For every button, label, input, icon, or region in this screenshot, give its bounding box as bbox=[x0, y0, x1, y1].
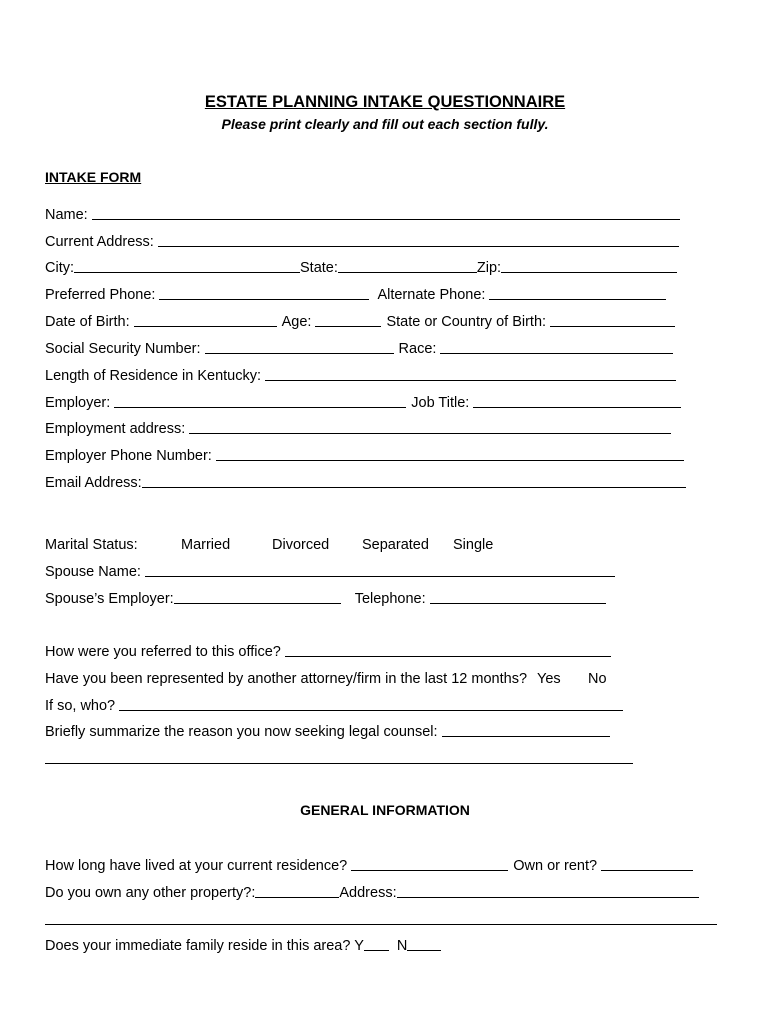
general-information-heading: GENERAL INFORMATION bbox=[300, 802, 470, 818]
dob-label: Date of Birth: bbox=[45, 314, 130, 330]
zip-label: Zip: bbox=[476, 260, 502, 276]
residence-length-row bbox=[45, 364, 676, 384]
family-reside-label: Does your immediate family reside in this area? Y bbox=[45, 938, 364, 954]
employer-phone-field[interactable] bbox=[216, 447, 684, 461]
alternate-phone-label: Alternate Phone: bbox=[377, 287, 486, 303]
residence-length-field[interactable] bbox=[265, 367, 676, 381]
ssn-race-row bbox=[45, 337, 673, 357]
birthplace-label: State or Country of Birth: bbox=[386, 314, 547, 330]
property-address-label: Address: bbox=[339, 885, 397, 901]
marital-status-label: Marital Status: bbox=[45, 537, 138, 553]
intake-form-heading: INTAKE FORM bbox=[45, 169, 142, 185]
email-label: Email Address: bbox=[45, 475, 142, 491]
form-title: ESTATE PLANNING INTAKE QUESTIONNAIRE bbox=[204, 93, 566, 111]
spouse-telephone-field[interactable] bbox=[430, 590, 606, 604]
job-title-label: Job Title: bbox=[411, 395, 470, 411]
spouse-name-label: Spouse Name: bbox=[45, 564, 141, 580]
if-so-who-field[interactable] bbox=[119, 697, 623, 711]
age-label: Age: bbox=[281, 314, 312, 330]
property-address-field[interactable] bbox=[397, 884, 699, 898]
spouse-employer-field[interactable] bbox=[174, 590, 341, 604]
dob-field[interactable] bbox=[134, 313, 277, 327]
ssn-field[interactable] bbox=[205, 340, 394, 354]
if-so-who-row bbox=[45, 694, 623, 714]
own-rent-field[interactable] bbox=[601, 857, 693, 871]
birth-row bbox=[45, 310, 675, 330]
employment-address-field[interactable] bbox=[189, 420, 671, 434]
marital-status-row bbox=[45, 533, 493, 553]
form-subtitle: Please print clearly and fill out each section fully. bbox=[221, 116, 549, 132]
other-property-field[interactable] bbox=[255, 884, 339, 898]
employer-phone-row bbox=[45, 444, 684, 464]
if-so-who-label: If so, who? bbox=[45, 698, 116, 714]
residence-duration-label: How long have lived at your current residence? bbox=[45, 858, 348, 874]
city-state-zip-row bbox=[45, 256, 677, 276]
represented-no-option[interactable]: No bbox=[588, 671, 607, 687]
marital-option-single[interactable]: Single bbox=[453, 537, 494, 553]
employment-address-label: Employment address: bbox=[45, 421, 186, 437]
spouse-employer-row bbox=[45, 587, 606, 607]
current-address-label: Current Address: bbox=[45, 234, 154, 250]
employer-field[interactable] bbox=[114, 394, 406, 408]
employer-row bbox=[45, 391, 681, 411]
summary-label: Briefly summarize the reason you now seeking legal counsel: bbox=[45, 724, 438, 740]
marital-option-divorced[interactable]: Divorced bbox=[272, 537, 330, 553]
spouse-name-field[interactable] bbox=[145, 563, 615, 577]
email-field[interactable] bbox=[142, 474, 686, 488]
name-field[interactable] bbox=[92, 206, 680, 220]
family-yes-field[interactable] bbox=[364, 937, 389, 951]
race-label: Race: bbox=[398, 341, 437, 357]
current-address-field[interactable] bbox=[158, 233, 679, 247]
property-continuation-line[interactable] bbox=[45, 924, 717, 925]
spouse-name-row bbox=[45, 560, 615, 580]
represented-yes-option[interactable]: Yes bbox=[537, 671, 561, 687]
summary-row bbox=[45, 720, 610, 740]
represented-label: Have you been represented by another attorney/firm in the last 12 months? bbox=[45, 671, 528, 687]
family-no-label: N bbox=[396, 938, 408, 954]
preferred-phone-field[interactable] bbox=[159, 286, 369, 300]
job-title-field[interactable] bbox=[473, 394, 681, 408]
family-reside-row bbox=[45, 934, 441, 954]
summary-field[interactable] bbox=[442, 723, 610, 737]
zip-field[interactable] bbox=[501, 259, 677, 273]
employer-label: Employer: bbox=[45, 395, 111, 411]
email-row bbox=[45, 471, 686, 491]
summary-continuation-line[interactable] bbox=[45, 763, 633, 764]
represented-row bbox=[45, 667, 607, 687]
referral-label: How were you referred to this office? bbox=[45, 644, 281, 660]
state-field[interactable] bbox=[338, 259, 477, 273]
employment-address-row bbox=[45, 417, 671, 437]
residence-length-label: Length of Residence in Kentucky: bbox=[45, 368, 262, 384]
spouse-employer-label: Spouse’s Employer: bbox=[45, 591, 174, 607]
employer-phone-label: Employer Phone Number: bbox=[45, 448, 212, 464]
preferred-phone-label: Preferred Phone: bbox=[45, 287, 156, 303]
spouse-telephone-label: Telephone: bbox=[354, 591, 426, 607]
family-no-field[interactable] bbox=[407, 937, 441, 951]
ssn-label: Social Security Number: bbox=[45, 341, 201, 357]
other-property-row bbox=[45, 881, 699, 901]
residence-duration-field[interactable] bbox=[351, 857, 508, 871]
referral-field[interactable] bbox=[285, 643, 611, 657]
name-row bbox=[45, 203, 680, 223]
birthplace-field[interactable] bbox=[550, 313, 675, 327]
name-label: Name: bbox=[45, 207, 88, 223]
alternate-phone-field[interactable] bbox=[489, 286, 666, 300]
residence-duration-row bbox=[45, 854, 693, 874]
current-address-row bbox=[45, 230, 679, 250]
marital-option-separated[interactable]: Separated bbox=[362, 537, 429, 553]
marital-option-married[interactable]: Married bbox=[181, 537, 231, 553]
city-field[interactable] bbox=[74, 259, 300, 273]
city-label: City: bbox=[45, 260, 74, 276]
referral-row bbox=[45, 640, 611, 660]
state-label: State: bbox=[300, 260, 338, 276]
other-property-label: Do you own any other property?: bbox=[45, 885, 256, 901]
age-field[interactable] bbox=[315, 313, 381, 327]
race-field[interactable] bbox=[440, 340, 673, 354]
phones-row bbox=[45, 283, 666, 303]
own-rent-label: Own or rent? bbox=[513, 858, 598, 874]
